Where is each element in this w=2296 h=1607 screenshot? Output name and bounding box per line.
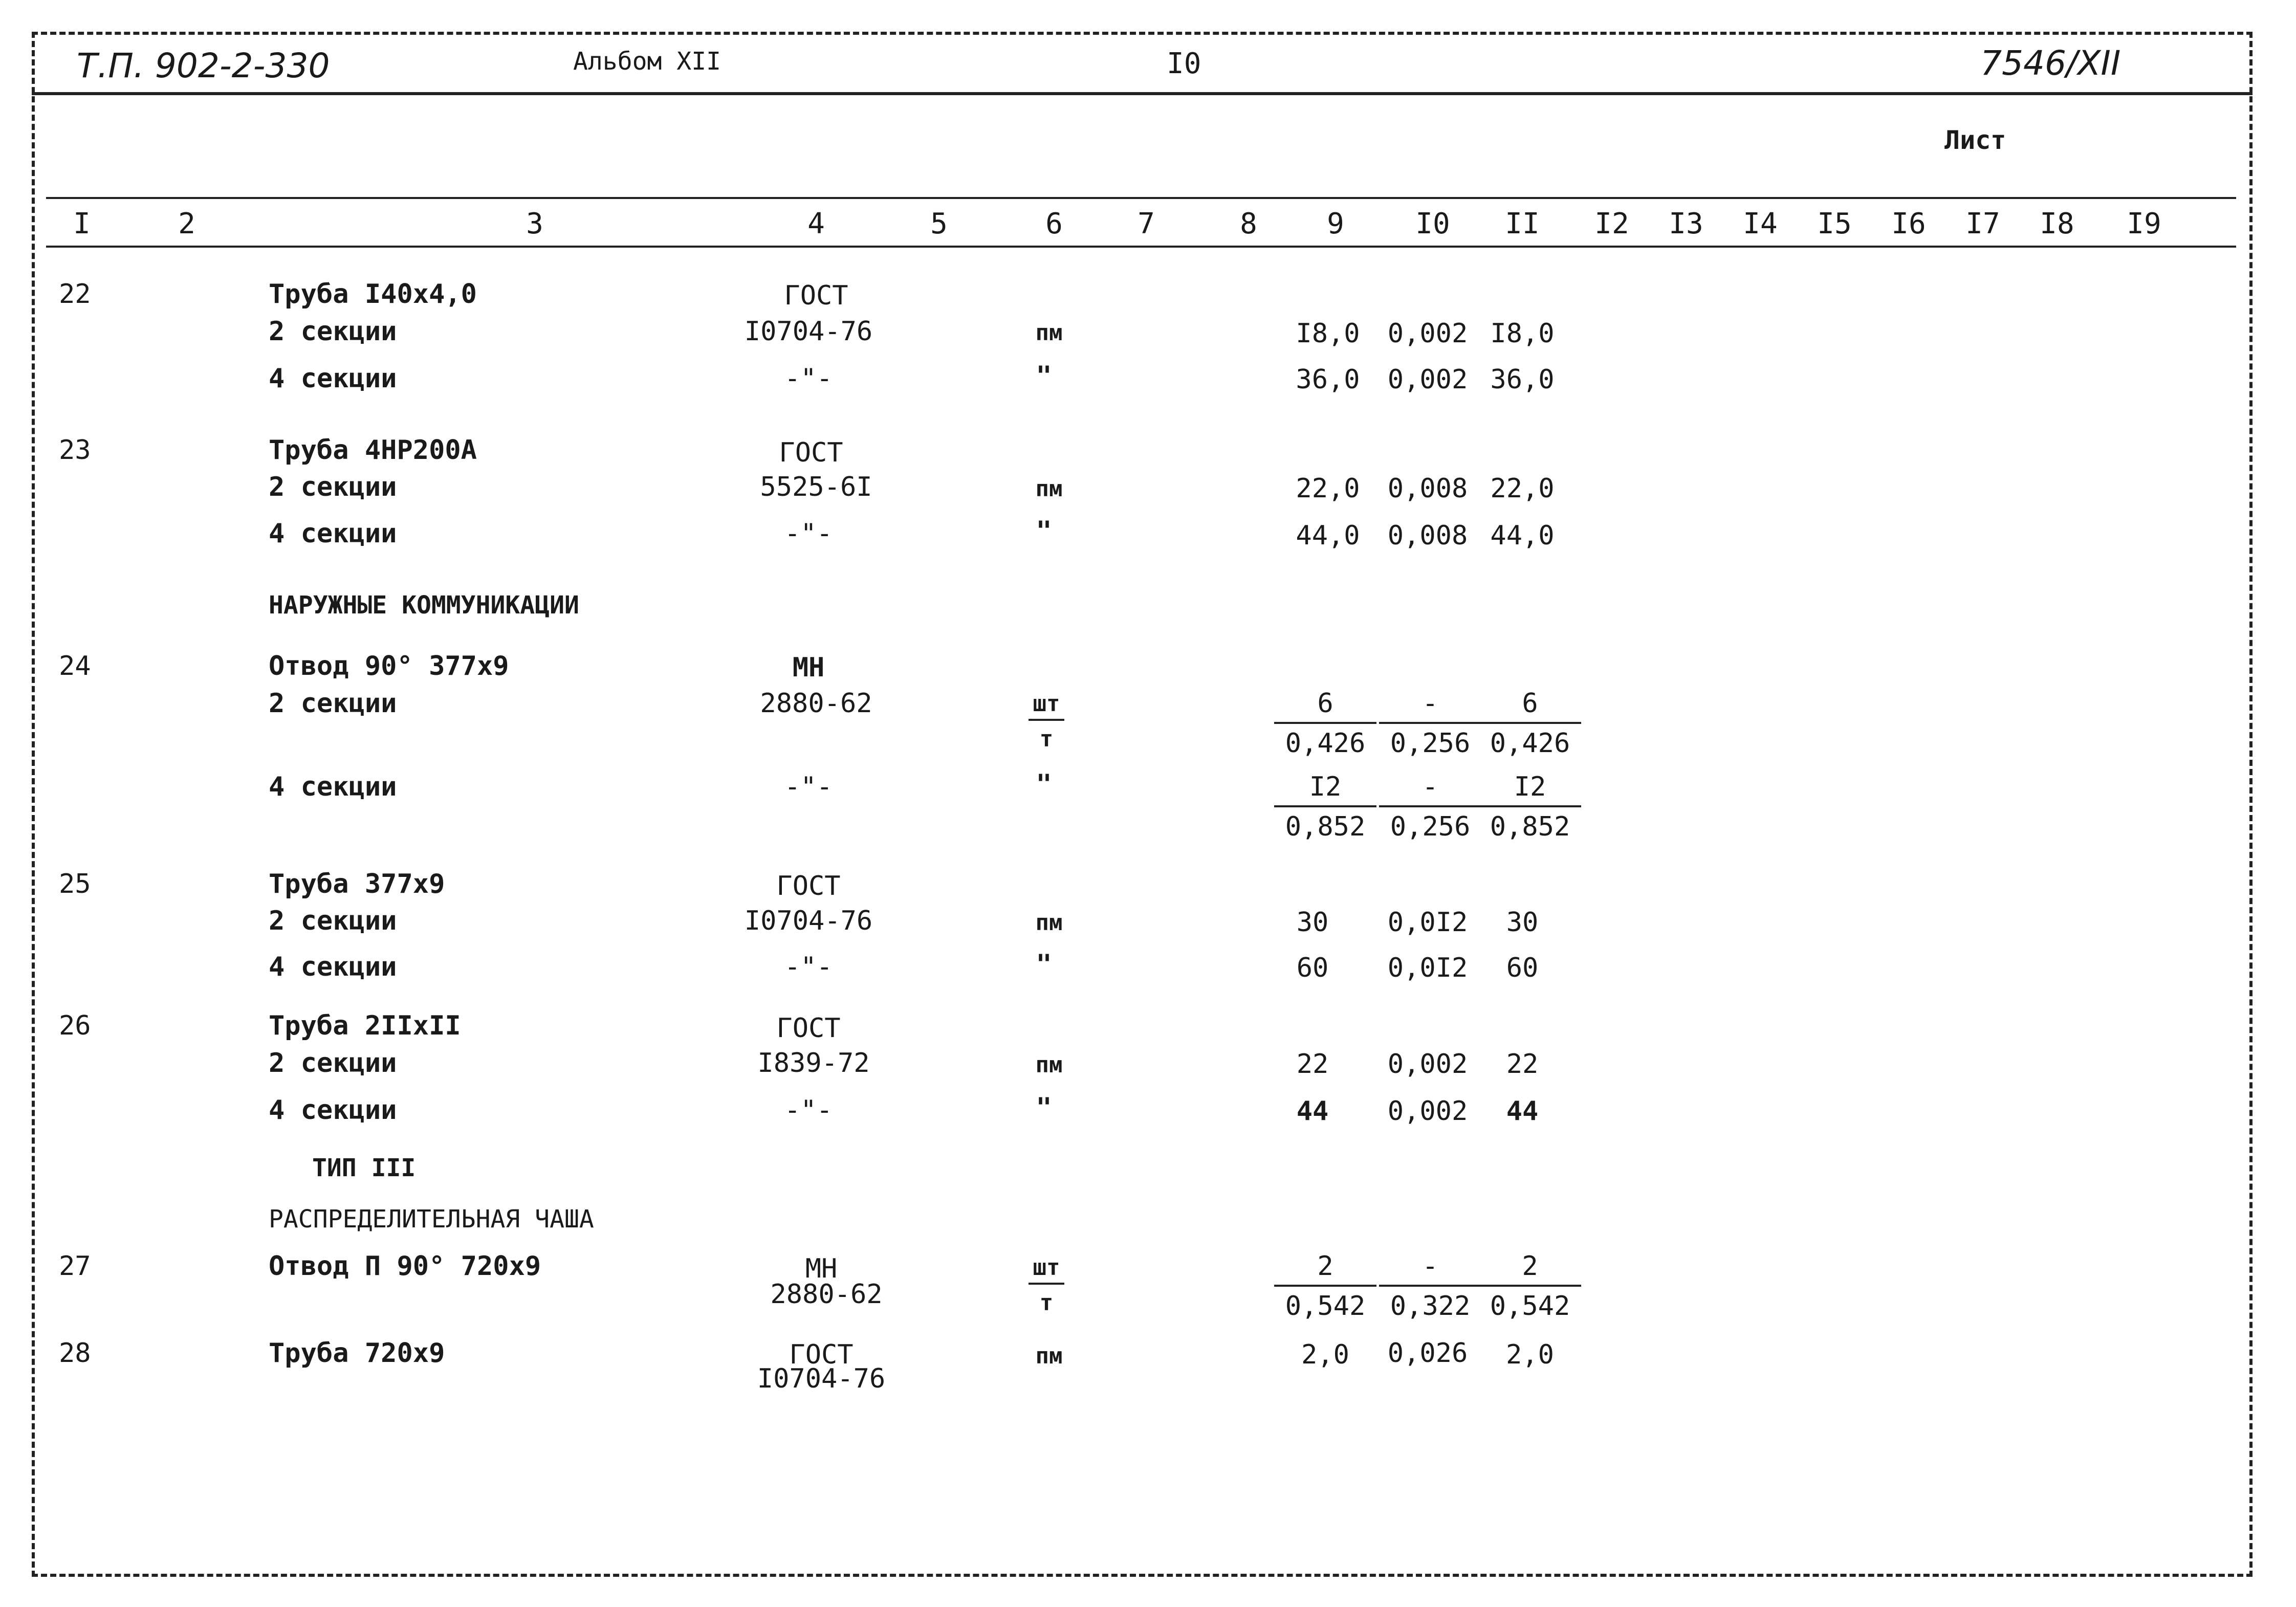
- qty-col10: 0,002: [1387, 364, 1468, 395]
- item-name: Труба 377x9: [269, 869, 445, 899]
- unit: пм: [1035, 476, 1063, 502]
- variant-label: 4 секции: [269, 1095, 397, 1126]
- qty-col9: 22: [1296, 1049, 1329, 1080]
- column-number: 5: [930, 207, 948, 240]
- column-number: 2: [178, 207, 195, 240]
- qty-col11: 44,0: [1490, 520, 1555, 551]
- item-name: Отвод П 90° 720x9: [269, 1251, 541, 1282]
- frac-bottom: 0,256: [1390, 728, 1471, 759]
- qty-col9: 44: [1296, 1096, 1329, 1127]
- qty-col10: 0,0I2: [1387, 907, 1468, 938]
- doc-number: I0704-76: [744, 316, 873, 347]
- qty-col9: 36,0: [1296, 364, 1360, 395]
- unit-bottom: т: [1039, 1290, 1054, 1316]
- ditto-mark: -"-: [784, 772, 833, 802]
- doc-type: ГОСТ: [779, 437, 843, 468]
- row-number: 28: [59, 1338, 91, 1369]
- qty-col10: 0,008: [1387, 473, 1468, 504]
- fraction-col9: [1274, 1251, 1376, 1322]
- column-number: I6: [1891, 207, 1926, 240]
- variant-label: 2 секции: [269, 688, 397, 719]
- qty-col11: I8,0: [1490, 318, 1555, 349]
- qty-col9: 2,0: [1301, 1339, 1349, 1370]
- qty-col10: 0,002: [1387, 1096, 1468, 1127]
- qty-col11: 30: [1506, 907, 1539, 938]
- qty-col9: 30: [1296, 907, 1329, 938]
- qty-col9: 44,0: [1296, 520, 1360, 551]
- row-number: 27: [59, 1251, 91, 1282]
- doc-number: 5525-6I: [760, 472, 872, 502]
- column-number: I2: [1594, 207, 1629, 240]
- frac-bottom: 0,542: [1490, 1291, 1570, 1322]
- unit: пм: [1035, 1343, 1063, 1369]
- doc-type: ГОСТ: [776, 1013, 841, 1044]
- column-number: I0: [1415, 207, 1450, 240]
- frac-bottom: 0,852: [1490, 811, 1570, 842]
- ditto-mark: -"-: [784, 518, 833, 549]
- column-number: I7: [1965, 207, 2000, 240]
- qty-col9: 60: [1296, 953, 1329, 983]
- doc-type: МН: [792, 652, 825, 683]
- unit-top: шт: [1029, 1254, 1064, 1285]
- qty-col9: I8,0: [1296, 318, 1360, 349]
- qty-col9: 22,0: [1296, 473, 1360, 504]
- variant-label: 2 секции: [269, 1048, 397, 1078]
- variant-label: 4 секции: [269, 772, 397, 802]
- doc-number: I839-72: [757, 1048, 870, 1078]
- column-number: II: [1505, 207, 1540, 240]
- qty-col10: 0,002: [1387, 1049, 1468, 1080]
- ditto-mark: -"-: [784, 952, 833, 982]
- frac-bottom: 0,852: [1285, 811, 1366, 842]
- column-number: 7: [1138, 207, 1155, 240]
- project-code: Т.П. 902-2-330: [77, 46, 330, 85]
- fraction-col11: [1479, 772, 1581, 842]
- fraction-col10: [1379, 1251, 1481, 1322]
- column-number: 4: [807, 207, 825, 240]
- column-header-bottom-rule: [46, 246, 2236, 248]
- item-name: Труба I40x4,0: [269, 279, 477, 310]
- frac-top: 2: [1479, 1251, 1581, 1287]
- variant-label: 4 секции: [269, 952, 397, 982]
- unit-top: шт: [1029, 691, 1064, 721]
- row-number: 24: [59, 651, 91, 681]
- frac-top: 6: [1274, 688, 1376, 724]
- frac-top: -: [1379, 688, 1481, 724]
- frac-bottom: 0,426: [1285, 728, 1366, 759]
- qty-col10: 0,0I2: [1387, 953, 1468, 983]
- unit-fraction: [1029, 691, 1064, 752]
- ditto-mark: ": [1036, 949, 1052, 980]
- doc-type: ГОСТ: [784, 280, 848, 311]
- variant-label: 4 секции: [269, 363, 397, 394]
- frac-top: -: [1379, 1251, 1481, 1287]
- doc-number: I0704-76: [744, 906, 873, 936]
- unit: пм: [1035, 1052, 1063, 1078]
- header-rule: [32, 92, 2253, 95]
- column-number: I4: [1743, 207, 1778, 240]
- frac-bottom: 0,256: [1390, 811, 1471, 842]
- frac-bottom: 0,426: [1490, 728, 1570, 759]
- ditto-mark: -"-: [784, 1095, 833, 1126]
- column-number: 9: [1327, 207, 1344, 240]
- section-heading: РАСПРЕДЕЛИТЕЛЬНАЯ ЧАША: [269, 1205, 594, 1234]
- fraction-col9: [1274, 772, 1376, 842]
- frac-top: I2: [1274, 772, 1376, 807]
- unit: пм: [1035, 910, 1063, 936]
- qty-col11: 2,0: [1506, 1339, 1554, 1370]
- fraction-col9: [1274, 688, 1376, 759]
- frac-top: I2: [1479, 772, 1581, 807]
- row-number: 22: [59, 279, 91, 310]
- qty-col10: 0,008: [1387, 520, 1468, 551]
- column-header-top-rule: [46, 197, 2236, 199]
- column-number: 8: [1240, 207, 1257, 240]
- column-number: I: [73, 207, 91, 240]
- variant-label: 2 секции: [269, 906, 397, 936]
- page-number: I0: [1167, 47, 1201, 80]
- column-number: 6: [1045, 207, 1063, 240]
- album-label: Альбом XII: [573, 47, 721, 76]
- frac-top: 6: [1479, 688, 1581, 724]
- doc-number: I0704-76: [757, 1363, 886, 1394]
- unit: пм: [1035, 320, 1063, 346]
- frac-top: -: [1379, 772, 1481, 807]
- variant-label: 2 секции: [269, 472, 397, 502]
- frac-bottom: 0,542: [1285, 1291, 1366, 1322]
- variant-label: 2 секции: [269, 316, 397, 347]
- fraction-col11: [1479, 688, 1581, 759]
- qty-col10: 0,002: [1387, 318, 1468, 349]
- qty-col10: 0,026: [1387, 1338, 1468, 1369]
- item-name: Труба 720x9: [269, 1338, 445, 1369]
- row-number: 23: [59, 435, 91, 466]
- qty-col11: 22: [1506, 1049, 1539, 1080]
- doc-type: МН: [805, 1253, 838, 1284]
- variant-label: 4 секции: [269, 518, 397, 549]
- document-code: 7546/XII: [1980, 43, 2121, 83]
- ditto-mark: ": [1036, 516, 1052, 546]
- qty-col11: 36,0: [1490, 364, 1555, 395]
- fraction-col11: [1479, 1251, 1581, 1322]
- column-number: I9: [2127, 207, 2161, 240]
- qty-col11: 60: [1506, 953, 1539, 983]
- doc-number: 2880-62: [770, 1279, 883, 1310]
- ditto-mark: ": [1036, 1092, 1052, 1123]
- item-name: Труба 2IIxII: [269, 1010, 461, 1041]
- doc-number: 2880-62: [760, 688, 872, 719]
- frac-bottom: 0,322: [1390, 1291, 1471, 1322]
- column-number: 3: [526, 207, 543, 240]
- item-name: Труба 4НР200А: [269, 435, 477, 466]
- ditto-mark: -"-: [784, 363, 833, 394]
- doc-type: ГОСТ: [776, 871, 841, 901]
- ditto-mark: ": [1036, 769, 1052, 800]
- fraction-col10: [1379, 772, 1481, 842]
- fraction-col10: [1379, 688, 1481, 759]
- ditto-mark: ": [1036, 361, 1052, 391]
- section-heading: ТИП III: [312, 1154, 416, 1182]
- row-number: 25: [59, 869, 91, 899]
- section-heading: НАРУЖНЫЕ КОММУНИКАЦИИ: [269, 591, 579, 620]
- qty-col11: 44: [1506, 1096, 1539, 1127]
- column-number: I8: [2040, 207, 2074, 240]
- unit-fraction: [1029, 1254, 1064, 1316]
- row-number: 26: [59, 1010, 91, 1041]
- column-number: I3: [1669, 207, 1703, 240]
- column-number: I5: [1817, 207, 1852, 240]
- frac-top: 2: [1274, 1251, 1376, 1287]
- qty-col11: 22,0: [1490, 473, 1555, 504]
- item-name: Отвод 90° 377x9: [269, 651, 509, 681]
- sheet-label: Лист: [1944, 125, 2006, 155]
- unit-bottom: т: [1039, 726, 1054, 752]
- doc-type: ГОСТ: [789, 1339, 854, 1370]
